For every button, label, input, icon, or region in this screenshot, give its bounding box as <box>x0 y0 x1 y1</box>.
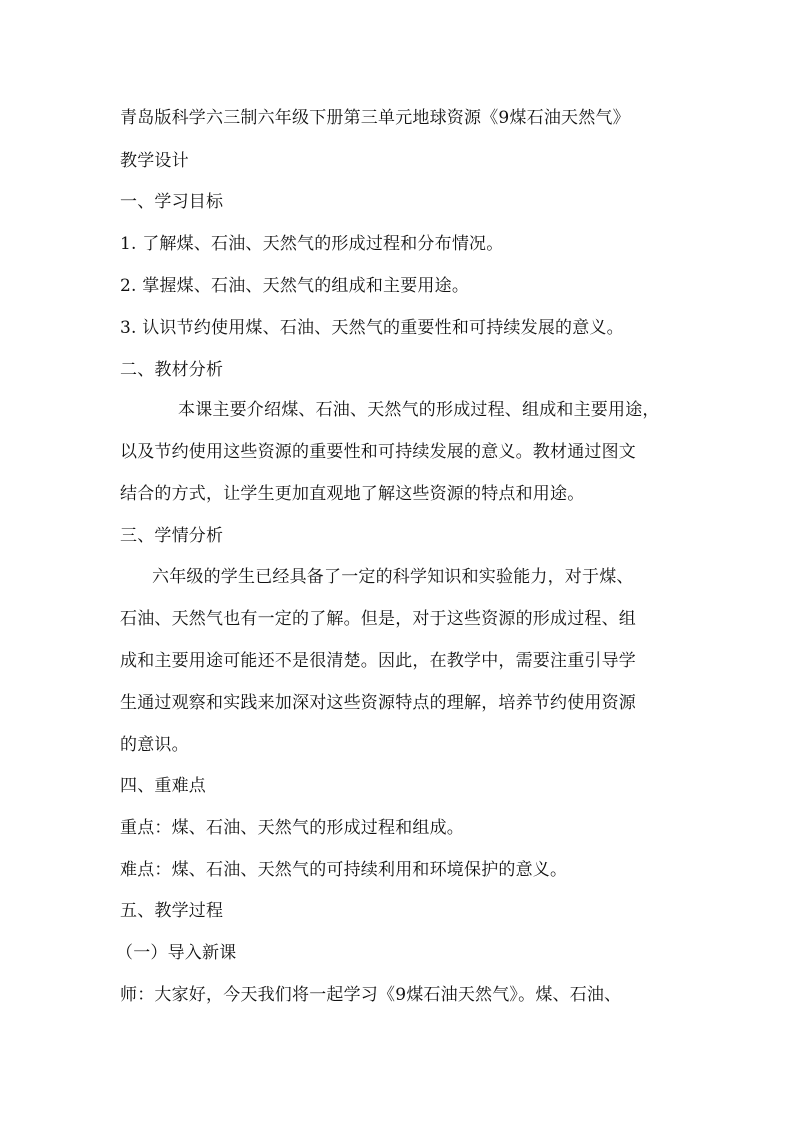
students-paragraph-line2: 石油、天然气也有一定的了解。但是，对于这些资源的形成过程、组 <box>120 609 636 629</box>
difficult-point-text: 难点：煤、石油、天然气的可持续利用和环境保护的意义。 <box>120 860 568 880</box>
section-heading-students: 三、学情分析 <box>120 526 224 546</box>
material-paragraph-line2: 以及节约使用这些资源的重要性和可持续发展的意义。教材通过图文 <box>120 442 636 462</box>
students-paragraph-line4: 生通过观察和实践来加深对这些资源特点的理解，培养节约使用资源 <box>120 693 636 713</box>
doc-title-line2: 教学设计 <box>120 151 189 171</box>
teacher-dialogue-line: 师：大家好，今天我们将一起学习《9煤石油天然气》。煤、石油、 <box>120 985 622 1005</box>
students-paragraph-line5: 的意识。 <box>120 735 189 755</box>
section-heading-process: 五、教学过程 <box>120 901 224 921</box>
material-paragraph-line3: 结合的方式，让学生更加直观地了解这些资源的特点和用途。 <box>120 484 585 504</box>
students-paragraph-line3: 成和主要用途可能还不是很清楚。因此，在教学中，需要注重引导学 <box>120 651 636 671</box>
goal-item-1: 1. 了解煤、石油、天然气的形成过程和分布情况。 <box>120 234 504 254</box>
goal-item-2: 2. 掌握煤、石油、天然气的组成和主要用途。 <box>120 276 470 296</box>
subsection-heading-intro: （一）导入新课 <box>116 943 237 963</box>
doc-title-line1: 青岛版科学六三制六年级下册第三单元地球资源《9煤石油天然气》 <box>120 108 630 128</box>
key-point-text: 重点：煤、石油、天然气的形成过程和组成。 <box>120 818 464 838</box>
students-paragraph-line1: 六年级的学生已经具备了一定的科学知识和实验能力，对于煤、 <box>152 567 634 587</box>
section-heading-key-points: 四、重难点 <box>120 776 206 796</box>
goal-item-3: 3. 认识节约使用煤、石油、天然气的重要性和可持续发展的意义。 <box>120 318 624 338</box>
section-heading-material: 二、教材分析 <box>120 360 224 380</box>
material-paragraph-line1: 本课主要介绍煤、石油、天然气的形成过程、组成和主要用途， <box>178 400 660 420</box>
section-heading-goals: 一、学习目标 <box>120 192 224 212</box>
